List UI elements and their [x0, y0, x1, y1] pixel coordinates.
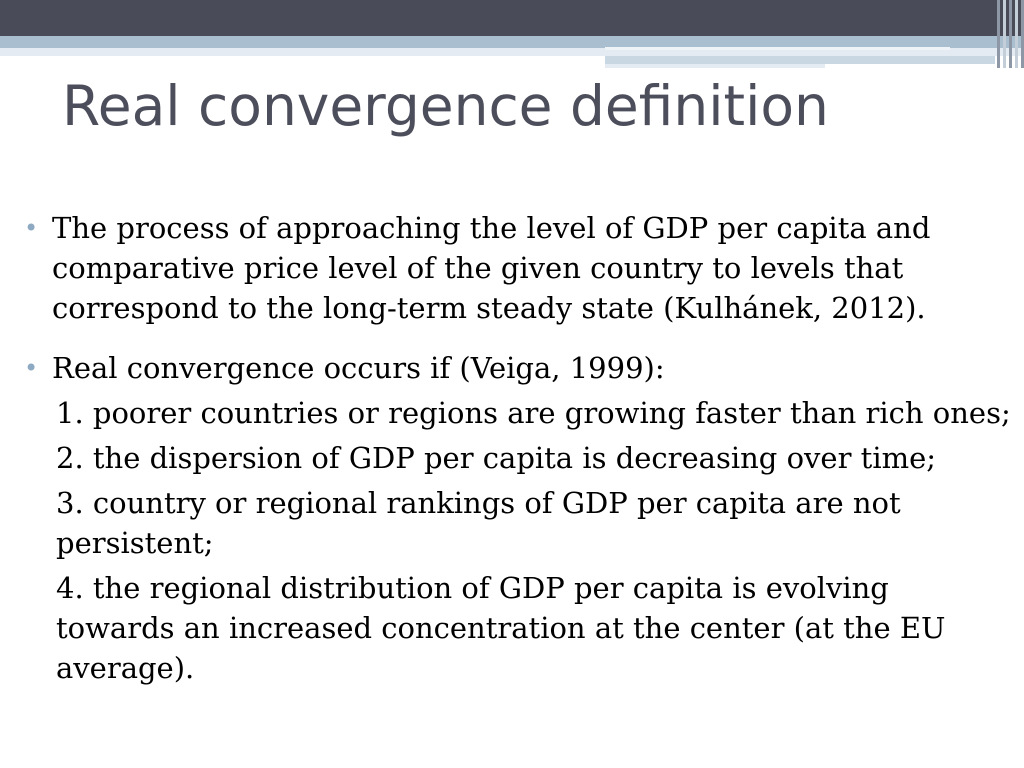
- list-item: 2. the dispersion of GDP per capita is decreasing over time;: [56, 441, 937, 475]
- list-item: 4. the regional distribution of GDP per capita is evolving towards an increased concentration at the center (at the EU average).: [56, 571, 946, 685]
- bullet-text: The process of approaching the level of GDP per capita and comparative price level of the given country to levels that correspond to the long-term steady state (Kulhánek, 2012).: [52, 211, 931, 325]
- header-accent-line: [605, 56, 995, 64]
- slide-title: Real convergence definition: [62, 74, 829, 138]
- header-band-dark: [0, 0, 1024, 36]
- bullet-dot-icon: •: [24, 354, 39, 382]
- slide-content: [24, 208, 1014, 688]
- list-item: 1. poorer countries or regions are growing faster than rich ones;: [56, 396, 1011, 430]
- numbered-list: [56, 393, 1014, 688]
- bullet-item: [24, 348, 1014, 388]
- list-item: 3. country or regional rankings of GDP per capita are not persistent;: [56, 486, 901, 560]
- bullet-item: [24, 208, 1014, 328]
- header-accent-line: [605, 47, 950, 50]
- bullet-text: Real convergence occurs if (Veiga, 1999):: [52, 351, 665, 385]
- header-vertical-stripes: [994, 0, 1024, 68]
- header-accent-line: [605, 64, 825, 68]
- bullet-dot-icon: •: [24, 214, 39, 242]
